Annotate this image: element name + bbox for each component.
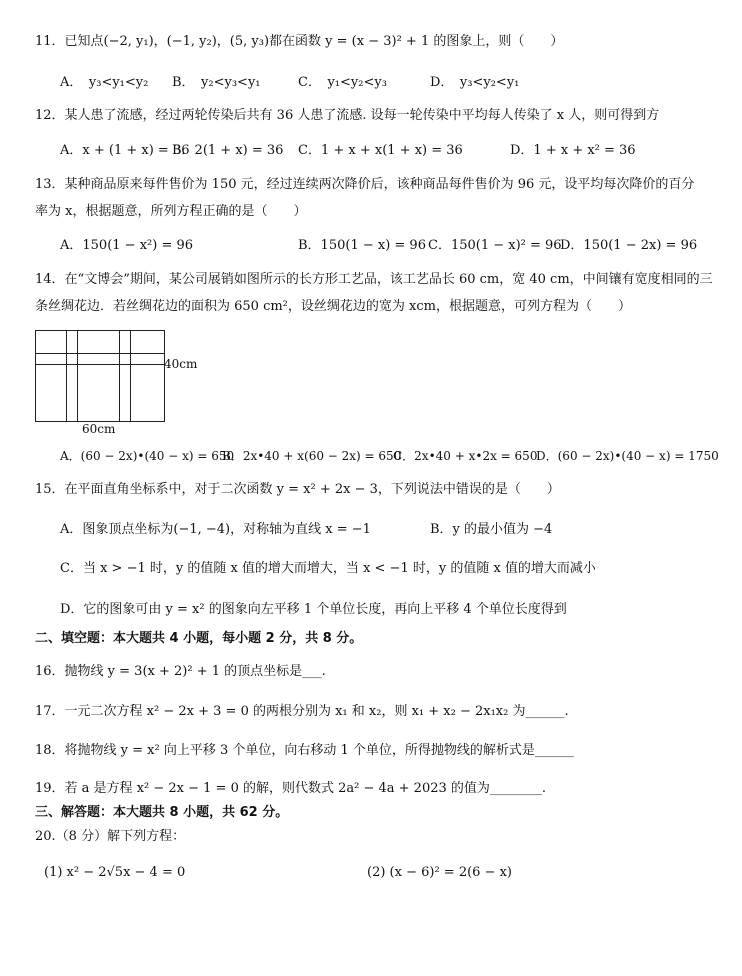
q12-option-a: A．x + (1 + x) = 36 [60,143,190,158]
q11-option-c: C． y₁<y₂<y₃ [298,75,387,90]
q20-part-2: (2) (x − 6)² = 2(6 − x) [367,865,512,880]
q18-text: 18．将抛物线 y = x² 向上平移 3 个单位，向右移动 1 个单位，所得抛物线的解析式是______ [35,743,574,758]
q13-stem: 13．某种商品原来每件售价为 150 元，经过连续两次降价后，该种商品每件售价为 96 元，设平均每次降价的百分 [35,177,695,192]
section-3-heading: 三、解答题：本大题共 8 小题，共 62 分。 [35,805,289,820]
q15-option-b: B．y 的最小值为 −4 [430,522,553,537]
q16-text: 16．抛物线 y = 3(x + 2)² + 1 的顶点坐标是___. [35,664,326,679]
figure-horizontal-band-top [36,353,164,354]
q14-stem: 14．在“文博会”期间，某公司展销如图所示的长方形工艺品，该工艺品长 60 cm，宽 40 cm，中间镶有宽度相同的三 [35,272,713,287]
q12-stem: 12．某人患了流感，经过两轮传染后共有 36 人患了流感. 设每一轮传染中平均每人传染了 x 人，则可得到方 [35,108,660,123]
figure-vertical-band-left-b [77,331,78,421]
q17-text: 17．一元二次方程 x² − 2x + 3 = 0 的两根分别为 x₁ 和 x₂，则 x₁ + x₂ − 2x₁x₂ 为______. [35,704,569,719]
figure-height-label: 40cm [164,357,198,371]
q15-option-d: D．它的图象可由 y = x² 的图象向左平移 1 个单位长度，再向上平移 4 个单位长度得到 [60,602,567,617]
figure-horizontal-band-bottom [36,364,164,365]
q12-option-d: D．1 + x + x² = 36 [510,143,636,158]
figure-width-label: 60cm [82,422,116,436]
q14-figure-rectangle [35,330,165,422]
q13-stem-line2: 率为 x，根据题意，所列方程正确的是（ ） [35,204,307,219]
q13-option-a: A．150(1 − x²) = 96 [60,238,194,253]
q14-option-d: D．(60 − 2x)•(40 − x) = 1750 [536,449,719,463]
q15-option-c: C．当 x > −1 时，y 的值随 x 值的增大而增大，当 x < −1 时，y 的值随 x 值的增大而减小 [60,561,596,576]
q13-option-d: D．150(1 − 2x) = 96 [560,238,698,253]
q11-stem: 11．已知点(−2, y₁)，(−1, y₂)，(5, y₃)都在函数 y = (x − 3)² + 1 的图象上，则（ ） [35,34,564,49]
q12-option-c: C．1 + x + x(1 + x) = 36 [298,143,463,158]
q12-option-b: B．2(1 + x) = 36 [172,143,284,158]
q19-text: 19．若 a 是方程 x² − 2x − 1 = 0 的解，则代数式 2a² − 4a + 2023 的值为________. [35,781,547,796]
q20-part-1: (1) x² − 2√5x − 4 = 0 [44,865,186,880]
q11-option-d: D． y₃<y₂<y₁ [430,75,520,90]
figure-vertical-band-right-b [130,331,131,421]
q14-option-c: C．2x•40 + x•2x = 650 [393,449,538,463]
figure-vertical-band-right-a [119,331,120,421]
q11-option-b: B． y₂<y₃<y₁ [172,75,261,90]
q15-stem: 15．在平面直角坐标系中，对于二次函数 y = x² + 2x − 3，下列说法中错误的是（ ） [35,482,560,497]
q14-stem-line2: 条丝绸花边．若丝绸花边的面积为 650 cm²，设丝绸花边的宽为 xcm，根据题意，可列方程为（ ） [35,299,631,314]
q14-option-b: B．2x•40 + x(60 − 2x) = 650 [222,449,402,463]
q13-option-b: B．150(1 − x) = 96 [298,238,426,253]
q11-option-a: A． y₃<y₁<y₂ [60,75,149,90]
q13-option-c: C．150(1 − x)² = 96 [428,238,562,253]
section-2-heading: 二、填空题：本大题共 4 小题，每小题 2 分，共 8 分。 [35,631,363,646]
q20-stem: 20.（8 分）解下列方程： [35,829,186,844]
figure-vertical-band-left-a [66,331,67,421]
q14-option-a: A．(60 − 2x)•(40 − x) = 650 [60,449,235,463]
q15-option-a: A．图象顶点坐标为(−1, −4)，对称轴为直线 x = −1 [60,522,371,537]
